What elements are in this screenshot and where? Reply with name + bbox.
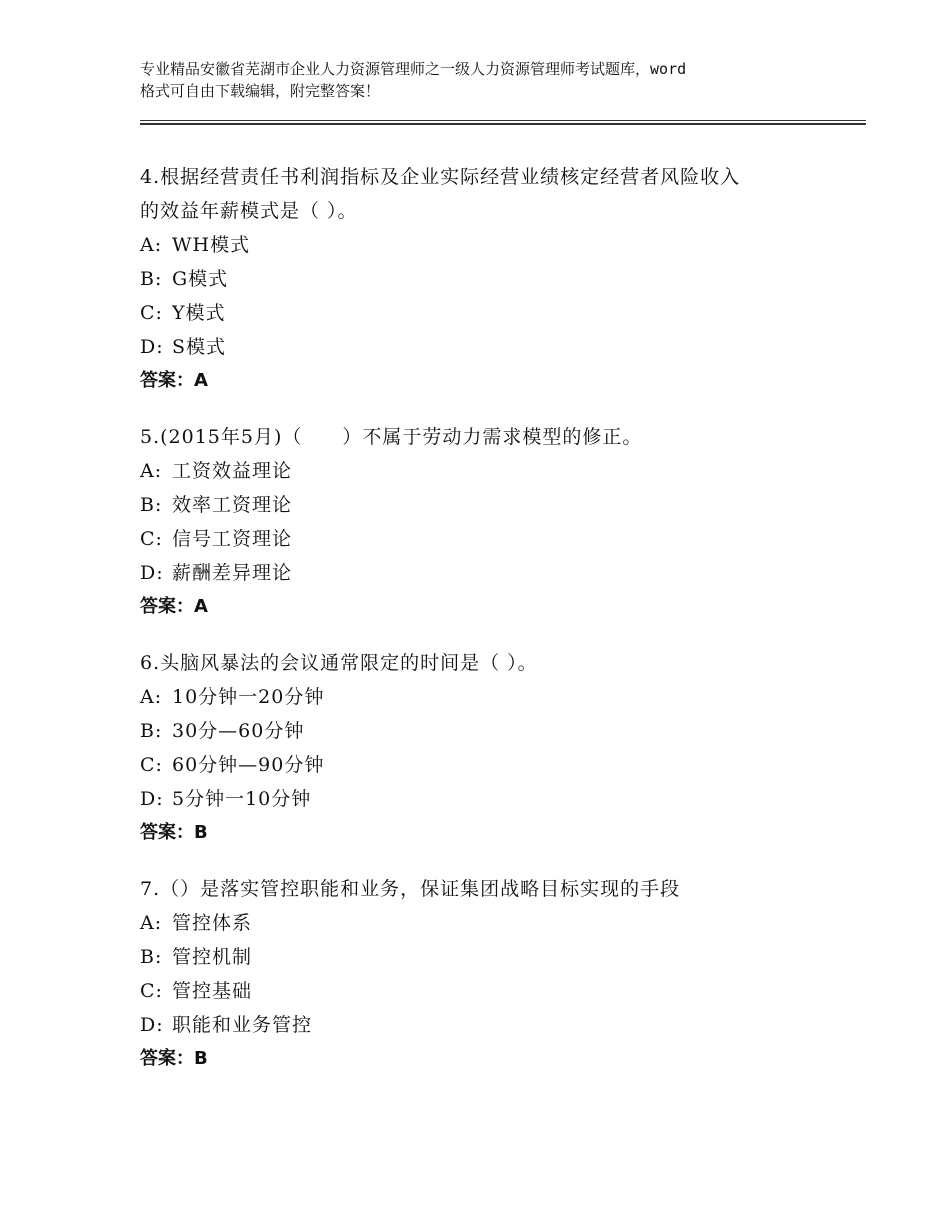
option-letter: A: [140,234,163,256]
option-letter: A: [140,912,163,934]
header-title-line2: 格式可自由下载编辑，附完整答案！ [140,82,381,100]
answer-line: 答案：A [140,370,208,391]
option-letter: B: [140,494,163,516]
question-item [140,160,860,398]
question-stem: 5.(2015年5月)（ ）不属于劳动力需求模型的修正。 [140,426,643,448]
header-divider [140,120,866,126]
option-c [140,748,860,782]
option-letter: B: [140,720,163,742]
option-d [140,556,860,590]
option-text: 10分钟一20分钟 [172,686,325,708]
option-letter: C: [140,980,163,1002]
option-a [140,228,860,262]
option-letter: D: [140,336,164,358]
option-letter: B: [140,946,163,968]
question-stem: 7.（）是落实管控职能和业务，保证集团战略目标实现的手段 [140,878,681,900]
option-text: 30分—60分钟 [172,720,305,742]
option-text: 管控体系 [172,912,253,934]
answer-line: 答案：A [140,596,208,617]
option-letter: D: [140,562,164,584]
option-text: 60分钟—90分钟 [172,754,325,776]
option-letter: C: [140,528,163,550]
option-c [140,974,860,1008]
header-title-line1: 专业精品安徽省芜湖市企业人力资源管理师之一级人力资源管理师考试题库，word [140,60,687,78]
answer-line: 答案：B [140,1048,208,1069]
option-letter: C: [140,302,163,324]
option-letter: D: [140,788,164,810]
question-item [140,420,860,624]
question-item [140,646,860,850]
option-c [140,296,860,330]
option-text: 信号工资理论 [172,528,293,550]
option-d [140,782,860,816]
question-list [140,160,860,1098]
option-b [140,940,860,974]
option-d [140,330,860,364]
question-stem: 6.头脑风暴法的会议通常限定的时间是（ ）。 [140,652,538,674]
option-letter: C: [140,754,163,776]
question-stem: 4.根据经营责任书利润指标及企业实际经营业绩核定经营者风险收入 [140,166,741,188]
answer-line: 答案：B [140,822,208,843]
option-d [140,1008,860,1042]
option-text: 职能和业务管控 [172,1014,313,1036]
option-b [140,488,860,522]
option-text: WH模式 [172,234,251,256]
option-text: 5分钟一10分钟 [172,788,312,810]
option-letter: B: [140,268,163,290]
option-b [140,262,860,296]
option-text: 效率工资理论 [172,494,293,516]
option-letter: D: [140,1014,164,1036]
option-text: 薪酬差异理论 [172,562,293,584]
option-a [140,680,860,714]
option-text: G模式 [172,268,229,290]
option-text: Y模式 [172,302,226,324]
question-stem-continued: 的效益年薪模式是（ ）。 [140,200,358,222]
question-item [140,872,860,1076]
option-text: 工资效益理论 [172,460,293,482]
option-text: 管控机制 [172,946,253,968]
option-a [140,454,860,488]
option-c [140,522,860,556]
option-text: S模式 [172,336,227,358]
option-b [140,714,860,748]
option-letter: A: [140,460,163,482]
option-letter: A: [140,686,163,708]
document-header [140,58,830,102]
option-a [140,906,860,940]
option-text: 管控基础 [172,980,253,1002]
